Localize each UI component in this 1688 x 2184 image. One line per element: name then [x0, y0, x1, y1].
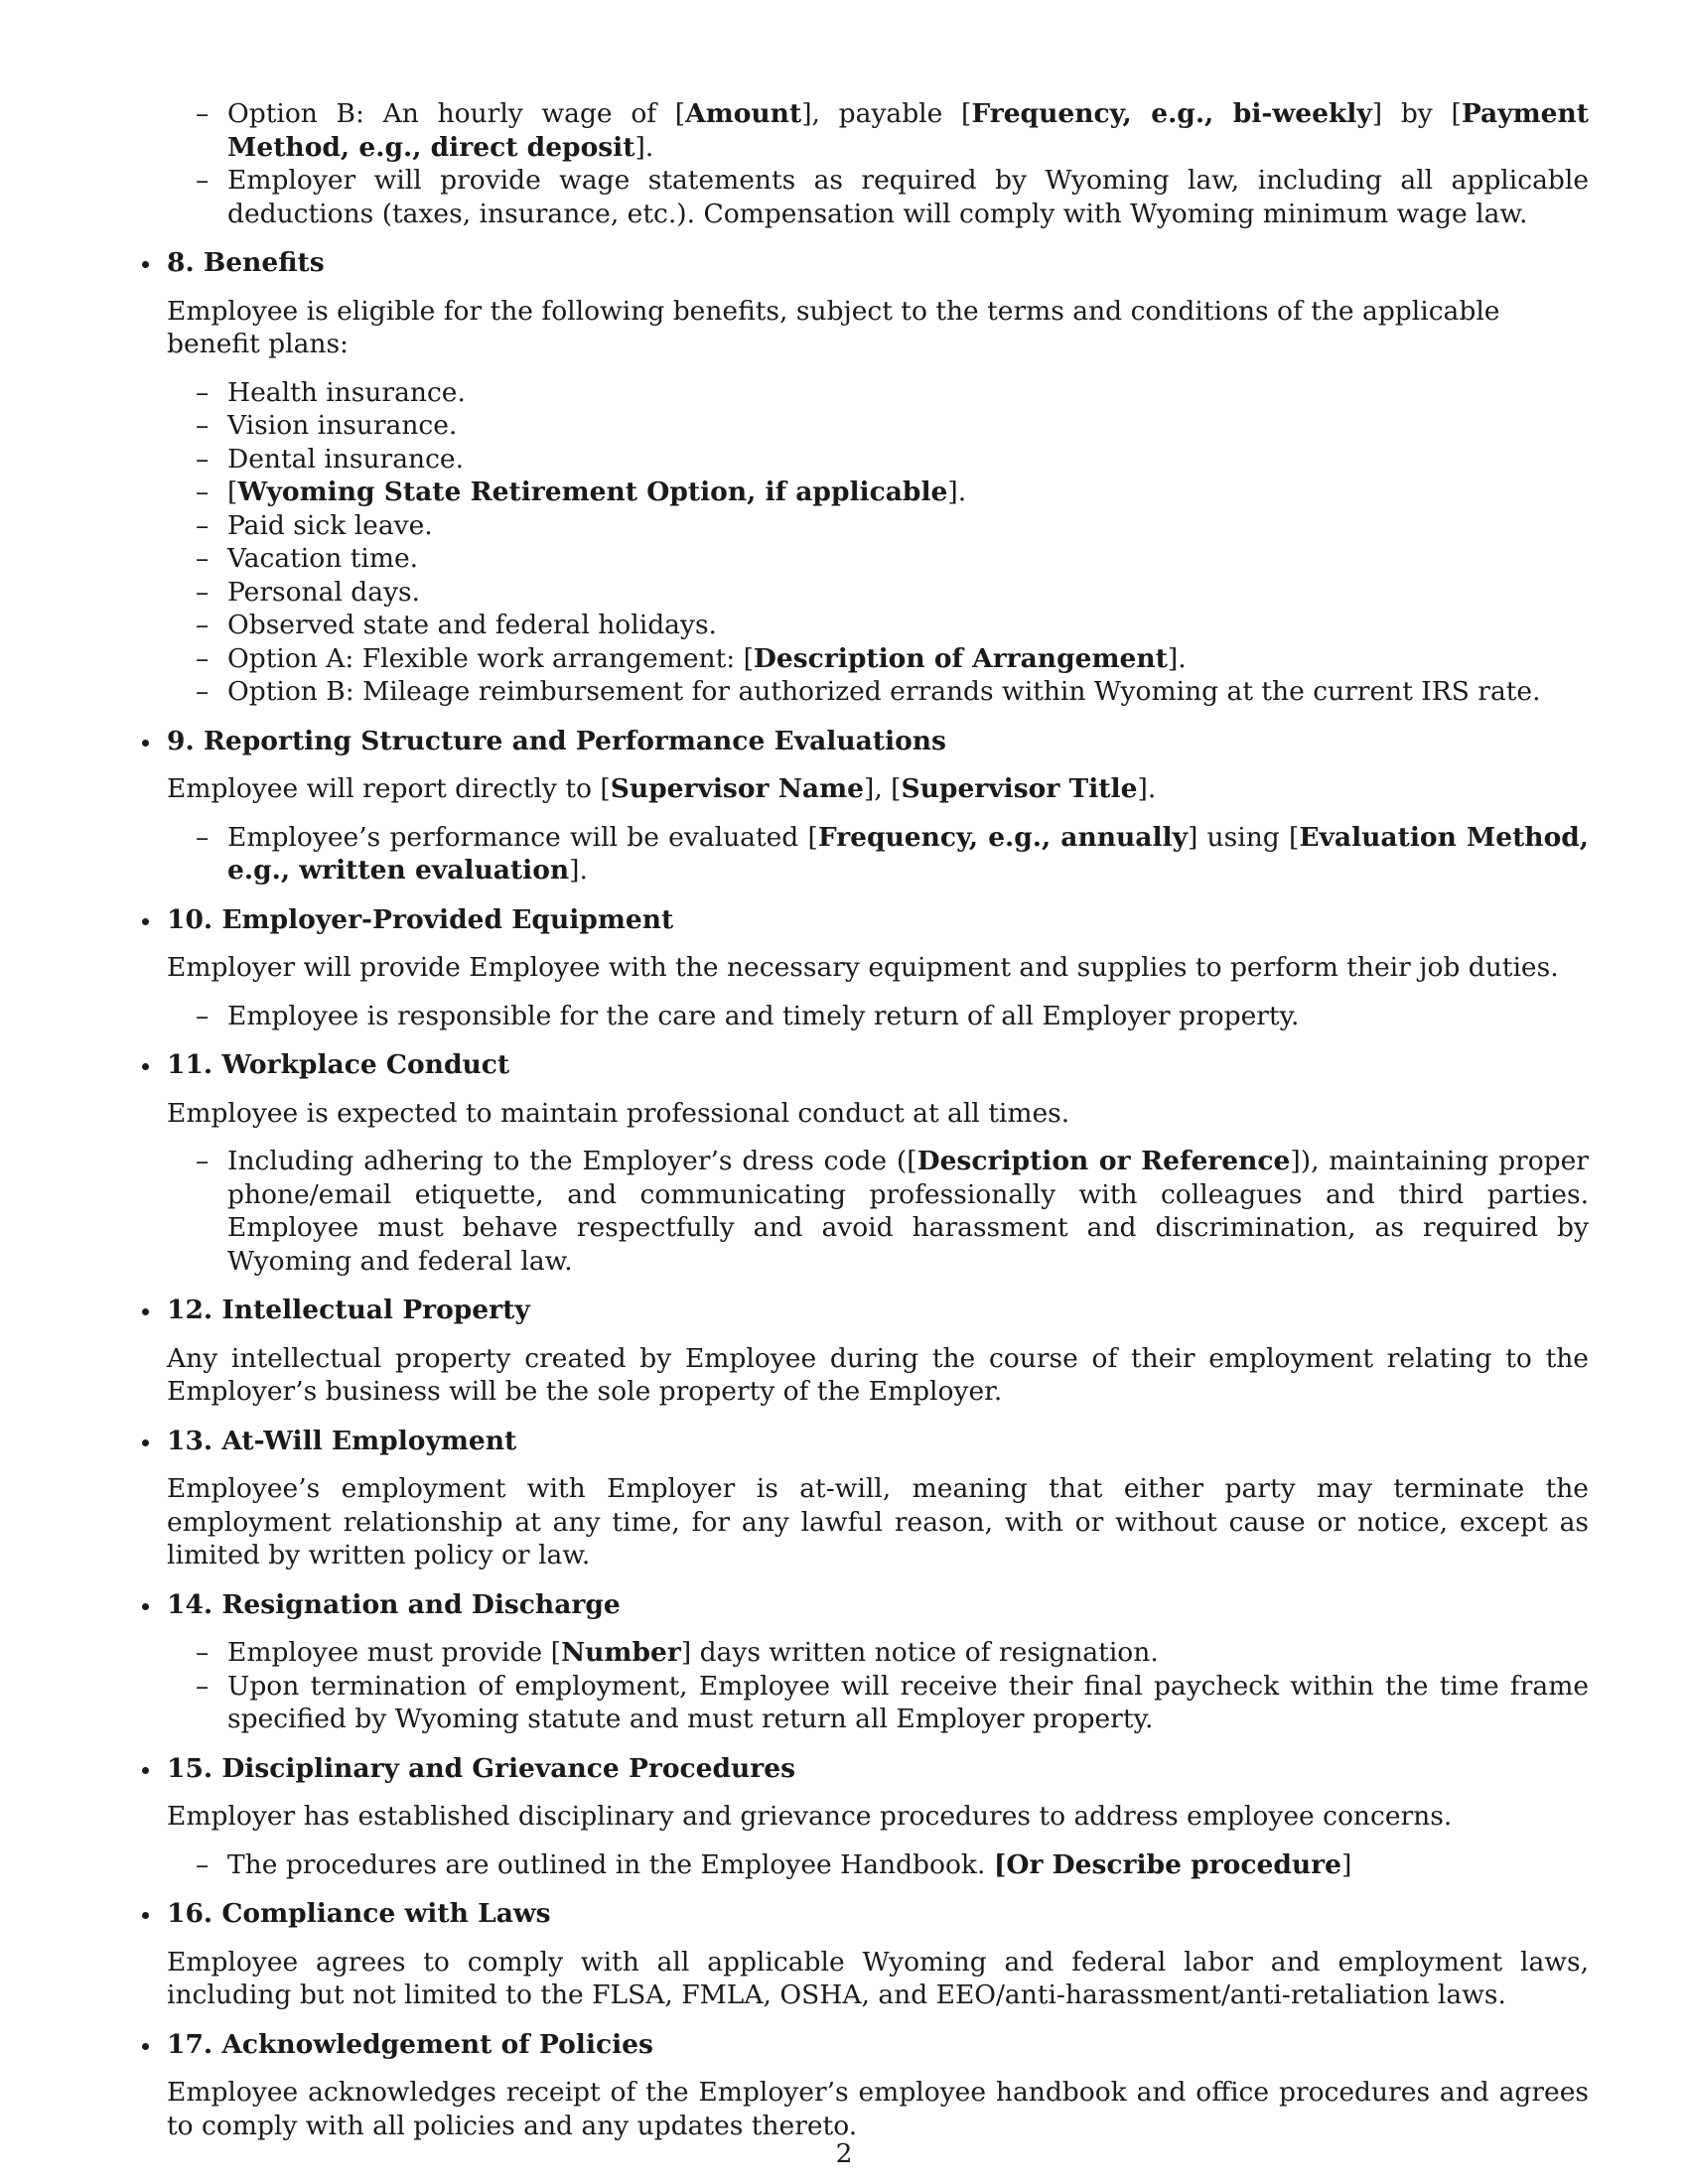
section-paragraph: Employer has established disciplinary and grievance procedures to address employee concerns.	[167, 1801, 1453, 1832]
list-item-option-a: – Option A: Flexible work arrangement: [Description of Arrangement].	[167, 642, 1589, 676]
list-item: – Paid sick leave.	[167, 509, 1589, 543]
section-resignation	[167, 1588, 1589, 1736]
list-item: – Vacation time.	[167, 542, 1589, 576]
section-acknowledgement	[167, 2028, 1589, 2143]
list-item: – The procedures are outlined in the Employee Handbook. [Or Describe procedure]	[167, 1848, 1589, 1882]
reporting-list	[167, 821, 1589, 887]
section-title: 8. Benefits	[167, 247, 325, 278]
section-at-will	[167, 1425, 1589, 1572]
equipment-list	[167, 1000, 1589, 1033]
section-title: 17. Acknowledgement of Policies	[167, 2028, 653, 2060]
section-paragraph: Employee acknowledges receipt of the Employer’s employee handbook and office procedures and agrees to comply with all policies and any updates thereto.	[167, 2077, 1589, 2141]
page-number: 2	[835, 2138, 853, 2169]
section-title: 16. Compliance with Laws	[167, 1898, 551, 1929]
list-item: – Dental insurance.	[167, 443, 1589, 477]
section-title: 13. At-Will Employment	[167, 1425, 517, 1456]
list-item-option-b: – Option B: Mileage reimbursement for authorized errands within Wyoming at the current IRS rate.	[167, 675, 1589, 709]
section-title: 12. Intellectual Property	[167, 1295, 530, 1325]
list-item: – Vision insurance.	[167, 409, 1589, 443]
section-paragraph: Employee agrees to comply with all applicable Wyoming and federal labor and employment laws, including but not limited to the FLSA, FMLA, OSHA, and EEO/anti-harassment/anti-retaliation laws.	[167, 1946, 1589, 2010]
list-item: – Personal days.	[167, 576, 1589, 610]
resignation-list	[167, 1636, 1589, 1736]
document-page	[167, 97, 1589, 2142]
section-benefits	[167, 246, 1589, 709]
wage-statements: – Employer will provide wage statements as required by Wyoming law, including all applicable deductions (taxes, insurance, etc.). Compensation will comply with Wyoming minimum wage law.	[167, 164, 1589, 230]
section-title: 9. Reporting Structure and Performance Evaluations	[167, 725, 946, 756]
section-paragraph: Employee’s employment with Employer is at-will, meaning that either party may terminate the employment relationship at any time, for any lawful reason, with or without cause or notice, except as limited by written policy or law.	[167, 1473, 1589, 1570]
list-item: – Health insurance.	[167, 376, 1589, 410]
disciplinary-list	[167, 1848, 1589, 1882]
section-intellectual-property	[167, 1294, 1589, 1409]
benefits-list	[167, 376, 1589, 709]
list-item-evaluation: – Employee’s performance will be evaluated [Frequency, e.g., annually] using [Evaluation Method, e.g., written evaluation].	[167, 821, 1589, 887]
section-paragraph: Employee is expected to maintain professional conduct at all times.	[167, 1097, 1070, 1129]
wage-option-b: – Option B: An hourly wage of [Amount], payable [Frequency, e.g., bi-weekly] by [Payment Method, e.g., direct deposit].	[167, 97, 1589, 164]
section-title: 15. Disciplinary and Grievance Procedures	[167, 1752, 796, 1784]
section-disciplinary	[167, 1752, 1589, 1882]
section-compliance	[167, 1897, 1589, 2012]
list-item: – Employee is responsible for the care and timely return of all Employer property.	[167, 1000, 1589, 1033]
conduct-list	[167, 1145, 1589, 1278]
section-paragraph: Employee will report directly to [Supervisor Name], [Supervisor Title].	[167, 773, 1157, 804]
section-paragraph: Employer will provide Employee with the necessary equipment and supplies to perform their job duties.	[167, 952, 1559, 983]
section-title: 14. Resignation and Discharge	[167, 1588, 621, 1620]
section-title: 11. Workplace Conduct	[167, 1049, 510, 1080]
section-paragraph: Any intellectual property created by Employee during the course of their employment relating to the Employer’s business will be the sole property of the Employer.	[167, 1342, 1589, 1407]
list-item: – Observed state and federal holidays.	[167, 609, 1589, 642]
section-equipment	[167, 903, 1589, 1033]
section-title: 10. Employer-Provided Equipment	[167, 903, 674, 935]
list-item-retirement: – [Wyoming State Retirement Option, if applicable].	[167, 476, 1589, 509]
section-conduct	[167, 1048, 1589, 1278]
list-item: – Including adhering to the Employer’s dress code ([Description or Reference]), maintaining proper phone/email etiquette, and communicating professionally with colleagues and third parties. Employee must behave respectfully and avoid harassment and discrimination, as required by Wyoming and federal law.	[167, 1145, 1589, 1278]
list-item-termination: – Upon termination of employment, Employee will receive their final paycheck within the time frame specified by Wyoming statute and must return all Employer property.	[167, 1670, 1589, 1736]
list-item-notice: – Employee must provide [Number] days written notice of resignation.	[167, 1636, 1589, 1670]
section-paragraph: Employee is eligible for the following benefits, subject to the terms and conditions of the applicable benefit plans:	[167, 295, 1500, 359]
section-reporting	[167, 725, 1589, 887]
